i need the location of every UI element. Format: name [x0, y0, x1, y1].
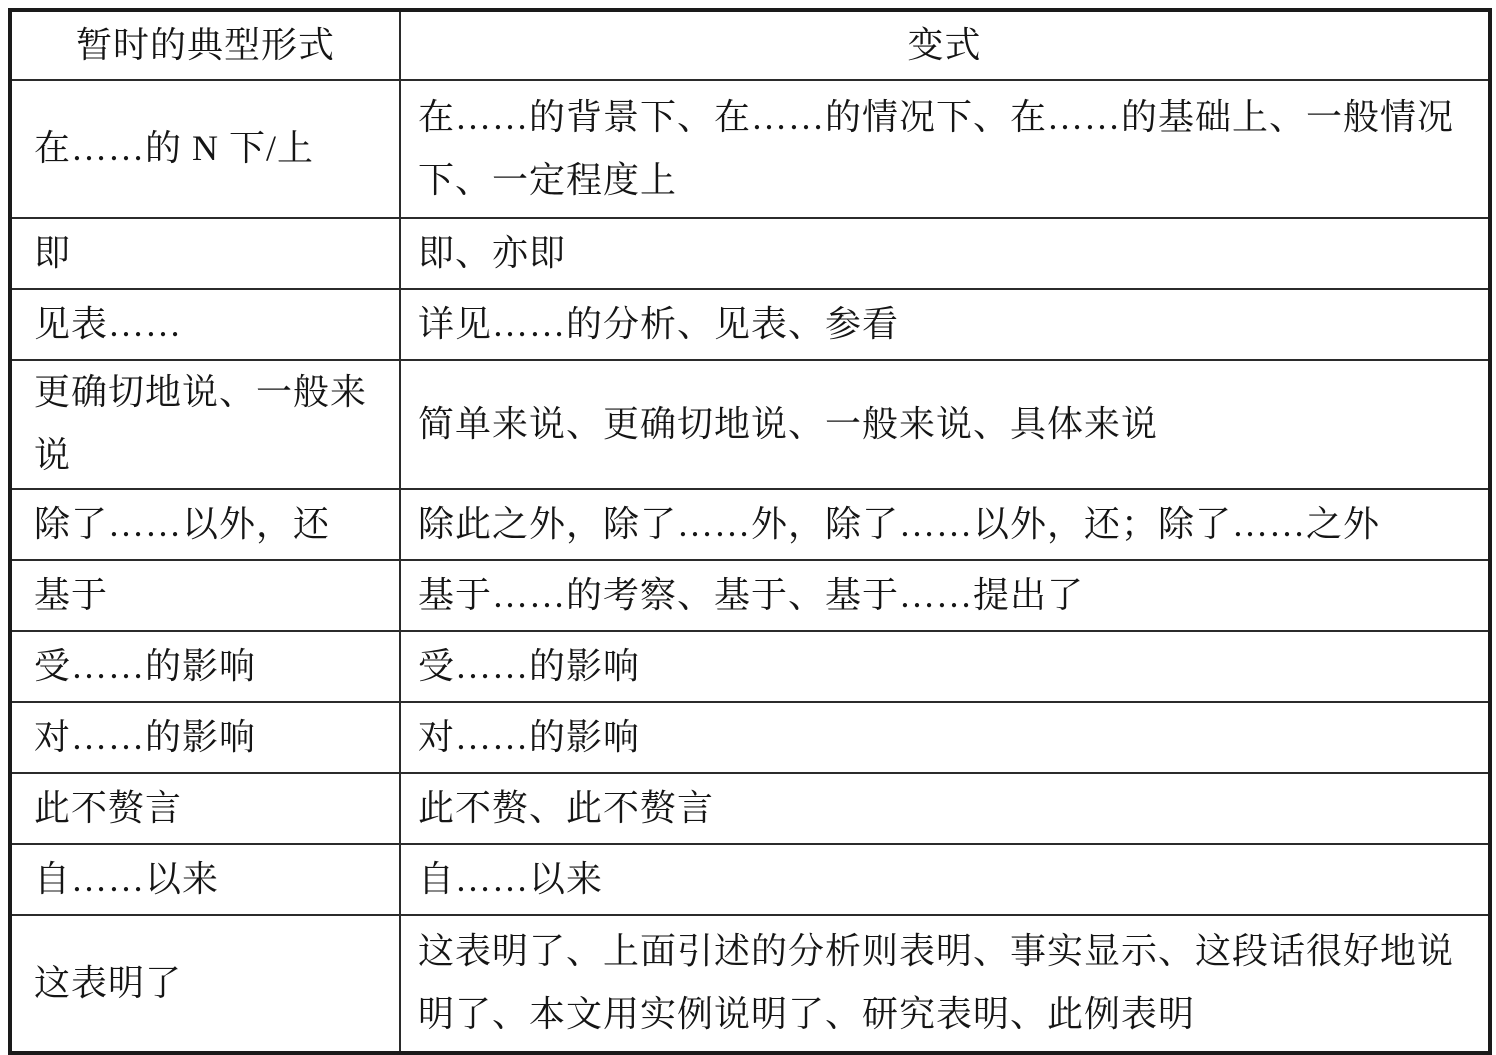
typical-form-cell: 受……的影响: [10, 631, 400, 702]
table-row: [10, 489, 1490, 560]
header-typical-form: 暂时的典型形式: [10, 10, 400, 80]
table-row: [10, 844, 1490, 915]
typical-form-cell: 即: [10, 218, 400, 289]
variants-cell: 自……以来: [400, 844, 1490, 915]
variants-cell: 即、亦即: [400, 218, 1490, 289]
table-row: [10, 915, 1490, 1053]
typical-form-cell: 这表明了: [10, 915, 400, 1053]
table-row: [10, 560, 1490, 631]
header-variants: 变式: [400, 10, 1490, 80]
table-row: [10, 218, 1490, 289]
table-row: [10, 289, 1490, 360]
variants-cell: 受……的影响: [400, 631, 1490, 702]
variants-cell: 这表明了、上面引述的分析则表明、事实显示、这段话很好地说明了、本文用实例说明了、研究表明、此例表明: [400, 915, 1490, 1053]
variants-cell: 此不赘、此不赘言: [400, 773, 1490, 844]
variants-cell: 在……的背景下、在……的情况下、在……的基础上、一般情况下、一定程度上: [400, 80, 1490, 218]
header-row: [10, 10, 1490, 80]
variants-cell: 详见……的分析、见表、参看: [400, 289, 1490, 360]
table-row: [10, 631, 1490, 702]
table-row: [10, 773, 1490, 844]
typical-form-cell: 对……的影响: [10, 702, 400, 773]
typical-form-cell: 在……的 N 下/上: [10, 80, 400, 218]
typical-form-cell: 此不赘言: [10, 773, 400, 844]
typical-form-cell: 见表……: [10, 289, 400, 360]
variants-cell: 基于……的考察、基于、基于……提出了: [400, 560, 1490, 631]
typical-form-cell: 基于: [10, 560, 400, 631]
typical-form-cell: 除了……以外，还: [10, 489, 400, 560]
typical-forms-variants-table: [8, 8, 1492, 1055]
table-row: [10, 360, 1490, 489]
table-row: [10, 702, 1490, 773]
variants-cell: 简单来说、更确切地说、一般来说、具体来说: [400, 360, 1490, 489]
table-row: [10, 80, 1490, 218]
typical-form-cell: 更确切地说、一般来说: [10, 360, 400, 489]
variants-cell: 除此之外，除了……外，除了……以外，还；除了……之外: [400, 489, 1490, 560]
variants-cell: 对……的影响: [400, 702, 1490, 773]
typical-form-cell: 自……以来: [10, 844, 400, 915]
